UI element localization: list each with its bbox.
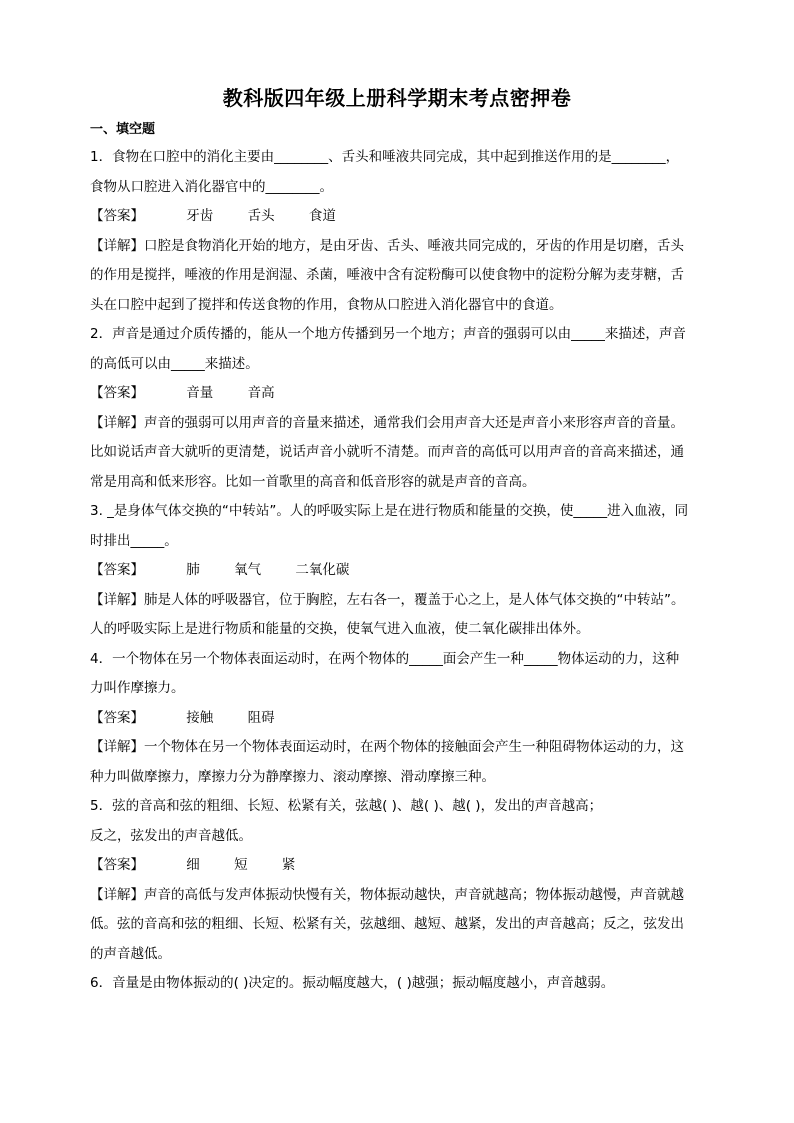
- question-2: [90, 320, 708, 497]
- question-4: [90, 645, 708, 793]
- question-1: [90, 143, 708, 320]
- answer-value: 食道: [308, 208, 336, 224]
- answer-row: [90, 379, 708, 409]
- question-3: [90, 497, 708, 645]
- question-list: [90, 143, 708, 999]
- detail-line: 【详解】声音的高低与发声体振动快慢有关，物体振动越快，声音就越高；物体振动越慢，声音就越: [90, 886, 684, 903]
- question-line: 反之，弦发出的声音越低。: [90, 827, 252, 844]
- answer-value: 肺: [186, 562, 200, 578]
- detail-line: 【详解】肺是人体的呼吸器官，位于胸腔，左右各一，覆盖于心之上，是人体气体交换的“中转站”。: [90, 591, 685, 608]
- answer-label: 【答案】: [90, 208, 144, 224]
- detail-line: 头在口腔中起到了搅拌和传送食物的作用，食物从口腔进入消化器官中的食道。: [90, 296, 563, 313]
- answer-row: [90, 202, 708, 232]
- answer-value: 二氧化碳: [295, 562, 350, 578]
- answer-label: 【答案】: [90, 857, 144, 873]
- answer-value: 音高: [247, 385, 275, 401]
- answer-row: [90, 704, 708, 734]
- detail-line: 【详解】口腔是食物消化开始的地方，是由牙齿、舌头、唾液共同完成的，牙齿的作用是切磨，舌头: [90, 237, 684, 254]
- question-line: 6．音量是由物体振动的( )决定的。振动幅度越大，( )越强；振动幅度越小，声音越弱。: [90, 975, 615, 991]
- answer-value: 阻碍: [247, 709, 275, 726]
- question-line: 1．食物在口腔中的消化主要由________、舌头和唾液共同完成，其中起到推送作用的是________，: [90, 149, 680, 165]
- answer-value: 细: [186, 857, 200, 873]
- detail-line: 比如说话声音大就听的更清楚，说话声音小就听不清楚。而声音的高低可以用声音的音高来描述，通: [90, 444, 684, 460]
- question-line: 2．声音是通过介质传播的，能从一个地方传播到另一个地方；声音的强弱可以由_____来描述，声音: [90, 326, 686, 342]
- section-heading: 一、填空题: [90, 122, 156, 137]
- question-line: 3. _是身体气体交换的“中转站”。人的呼吸实际上是在进行物质和能量的交换，使_____进入血液，同: [90, 503, 689, 519]
- detail-line: 人的呼吸实际上是进行物质和能量的交换，使氧气进入血液，使二氧化碳排出体外。: [90, 621, 590, 637]
- detail-line: 常是用高和低来形容。比如一首歌里的高音和低音形容的就是声音的音高。: [90, 473, 536, 490]
- detail-line: 的作用是搅拌，唾液的作用是润湿、杀菌，唾液中含有淀粉酶可以使食物中的淀粉分解为麦芽糖，舌: [90, 267, 684, 283]
- question-line: 4．一个物体在另一个物体表面运动时，在两个物体的_____面会产生一种_____物体运动的力，这种: [90, 650, 680, 667]
- answer-value: 音量: [186, 385, 214, 401]
- page-title: 教科版四年级上册科学期末考点密押卷: [222, 86, 572, 110]
- detail-line: 种力叫做摩擦力，摩擦力分为静摩擦力、滚动摩擦、滑动摩擦三种。: [90, 768, 495, 785]
- question-line: 5．弦的音高和弦的粗细、长短、松紧有关，弦越( )、越( )、越( )，发出的声音越高；: [90, 798, 603, 814]
- answer-row: [90, 556, 708, 586]
- question-line: 时排出_____。: [90, 532, 178, 549]
- answer-value: 氧气: [234, 562, 262, 578]
- question-line: 的高低可以由_____来描述。: [90, 355, 259, 372]
- detail-line: 【详解】一个物体在另一个物体表面运动时，在两个物体的接触面会产生一种阻碍物体运动的力，这: [90, 739, 684, 755]
- detail-line: 低。弦的音高和弦的粗细、长短、松紧有关，弦越细、越短、越紧，发出的声音越高；反之，弦发出: [90, 916, 684, 932]
- answer-label: 【答案】: [90, 709, 144, 726]
- answer-row: [90, 851, 708, 881]
- answer-value: 舌头: [247, 208, 275, 224]
- answer-value: 牙齿: [186, 208, 214, 224]
- question-line: 食物从口腔进入消化器官中的________。: [90, 178, 333, 195]
- question-6: [90, 969, 708, 999]
- answer-value: 短: [234, 857, 248, 873]
- question-line: 力叫作摩擦力。: [90, 680, 185, 696]
- answer-value: 紧: [281, 857, 296, 873]
- answer-value: 接触: [186, 709, 214, 726]
- answer-label: 【答案】: [90, 562, 144, 578]
- answer-label: 【答案】: [90, 385, 144, 401]
- question-5: [90, 792, 708, 969]
- detail-line: 的声音越低。: [90, 945, 171, 962]
- detail-line: 【详解】声音的强弱可以用声音的音量来描述，通常我们会用声音大还是声音小来形容声音的音量。: [90, 414, 684, 431]
